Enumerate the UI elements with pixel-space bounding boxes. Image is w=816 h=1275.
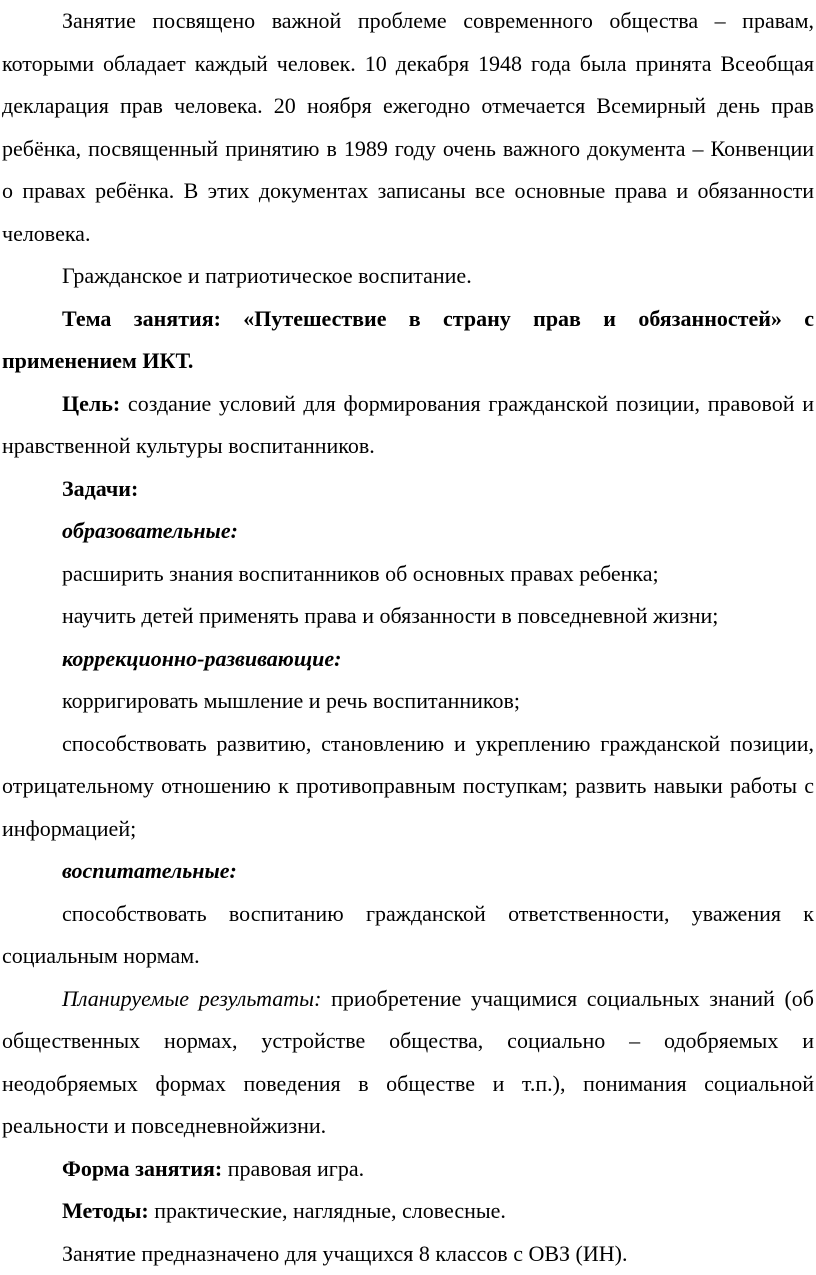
goal-text: создание условий для формирования гражданской позиции, правовой и нравственной культуры воспитанников.: [2, 391, 814, 459]
correctional-heading: коррекционно-развивающие:: [2, 638, 814, 681]
tasks-heading: Задачи:: [2, 468, 814, 511]
educational-heading: образовательные:: [2, 510, 814, 553]
upbringing-item: способствовать воспитанию гражданской ответственности, уважения к социальным нормам.: [2, 893, 814, 978]
methods-label: Методы:: [62, 1198, 149, 1223]
intro-paragraph: Занятие посвящено важной проблеме современного общества – правам, которыми обладает каждый человек. 10 декабря 1948 года была принята Всеобщая декларация прав человека. 20 ноября ежегодно отмечается Всемирный день прав ребёнка, посвященный принятию в 1989 году очень важного документа – Конвенции о правах ребёнка. В этих документах записаны все основные права и обязанности человека.: [2, 0, 814, 255]
form-text: правовая игра.: [222, 1156, 364, 1181]
results-paragraph: [2, 978, 814, 1148]
educational-item: расширить знания воспитанников об основных правах ребенка;: [2, 553, 814, 596]
correctional-item: корригировать мышление и речь воспитанников;: [2, 680, 814, 723]
audience-paragraph: Занятие предназначено для учащихся 8 классов с ОВЗ (ИН).: [2, 1233, 814, 1275]
topic-paragraph: Тема занятия: «Путешествие в страну прав и обязанностей» с применением ИКТ.: [2, 298, 814, 383]
methods-text: практические, наглядные, словесные.: [149, 1198, 506, 1223]
educational-item: научить детей применять права и обязанности в повседневной жизни;: [2, 595, 814, 638]
methods-paragraph: [2, 1190, 814, 1233]
correctional-item: способствовать развитию, становлению и укреплению гражданской позиции, отрицательному отношению к противоправным поступкам; развить навыки работы с информацией;: [2, 723, 814, 851]
goal-paragraph: [2, 383, 814, 468]
form-label: Форма занятия:: [62, 1156, 222, 1181]
form-paragraph: [2, 1148, 814, 1191]
results-label: Планируемые результаты:: [62, 986, 321, 1011]
direction-paragraph: Гражданское и патриотическое воспитание.: [2, 255, 814, 298]
upbringing-heading: воспитательные:: [2, 850, 814, 893]
goal-label: Цель:: [62, 391, 120, 416]
results-text: приобретение учащимися социальных знаний (об общественных нормах, устройстве общества, социально – одобряемых и неодобряемых формах поведения в обществе и т.п.), понимания социальной реальности и повседневнойжизни.: [2, 986, 814, 1139]
